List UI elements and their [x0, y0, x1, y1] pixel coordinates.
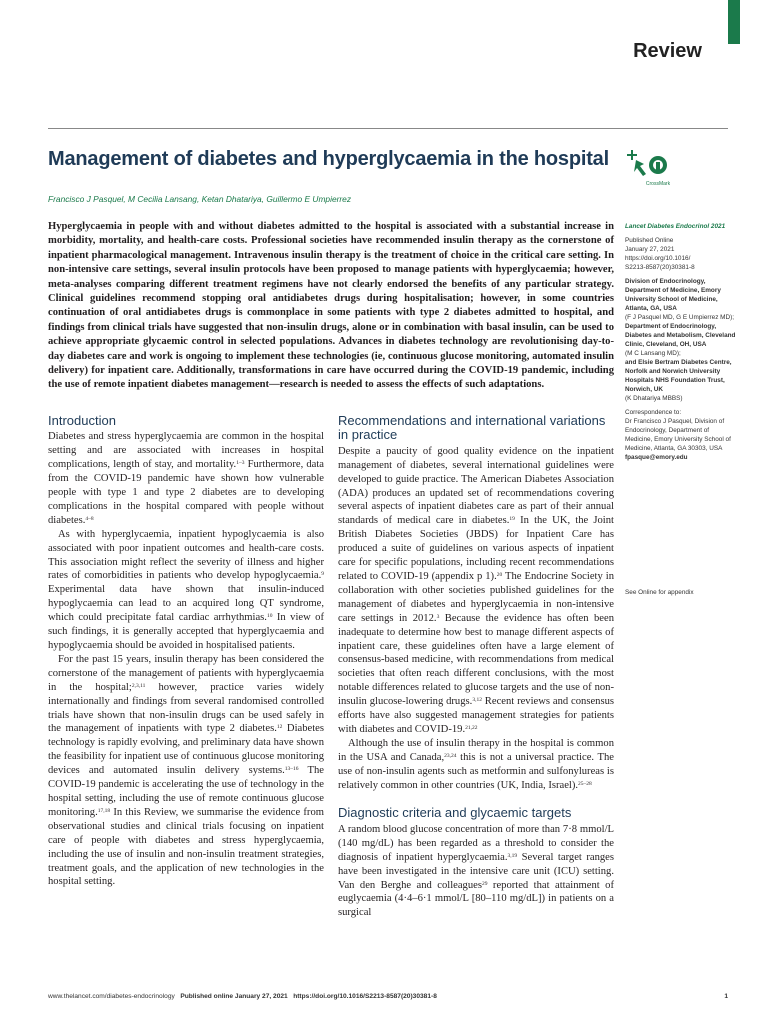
- citation: 2,3,11: [131, 682, 146, 689]
- footer-site[interactable]: www.thelancet.com/diabetes-endocrinology: [48, 993, 175, 1000]
- affiliation-3: and Elsie Bertram Diabetes Centre, Norfolk and Norwich University Hospitals NHS Foundation Trust, Norwich, UK: [625, 359, 732, 393]
- article-sidebar: [625, 222, 737, 462]
- affiliation-1-people: (F J Pasquel MD, G E Umpierrez MD);: [625, 314, 735, 321]
- page-footer: [48, 993, 437, 1000]
- footer-published: Published online January 27, 2021: [180, 993, 288, 1000]
- citation: 4–8: [85, 515, 94, 522]
- citation: 21,22: [465, 724, 478, 731]
- section-label: Review: [633, 40, 702, 62]
- citation: 1–3: [236, 460, 245, 467]
- introduction-heading: Introduction: [48, 413, 116, 428]
- citation: 19: [509, 516, 515, 523]
- citation: 3: [436, 613, 440, 620]
- doi-link-cont[interactable]: S2213-8587(20)30381-8: [625, 264, 695, 271]
- citation: 25–28: [578, 780, 592, 787]
- journal-color-bar: [728, 0, 740, 44]
- citation: 17,18: [97, 807, 111, 814]
- citation: 20: [496, 571, 503, 578]
- affiliation-2-people: (M C Lansang MD);: [625, 350, 681, 357]
- affiliation-2: Department of Endocrinology, Diabetes and Metabolism, Cleveland Clinic, Cleveland, OH, USA: [625, 323, 736, 348]
- article-title: Management of diabetes and hyperglycaemia in the hospital: [48, 148, 609, 170]
- affiliation-1: Division of Endocrinology, Department of Medicine, Emory University School of Medicine, Atlanta, GA, USA: [625, 278, 721, 312]
- journal-citation: Lancet Diabetes Endocrinol 2021: [625, 223, 726, 230]
- citation: 10: [266, 613, 273, 620]
- appendix-note[interactable]: See Online for appendix: [625, 589, 694, 596]
- intro-paragraph-3: For the past 15 years, insulin therapy has been considered the cornerstone of the management of patients with hyperglycaemia in the hospital;$^{2,3,11}$ however, practice varies widely internationally and findings from several randomised controlled trials have shown that non-insulin drugs can be used safely in the management of inpatients with type 2 diabetes.$^{12}$ Diabetes technology is rapidly evolving, and preliminary data have shown the feasibility for inpatient use of continuous glucose monitoring devices and automated insulin delivery systems.$^{13-16}$ The COVID-19 pandemic is accelerating the use of technology in the hospital setting, including the use of remote continuous glucose monitoring.$^{17,18}$ In this Review, we summarise the evidence from observational studies and clinical trials focusing on inpatient care of people with diabetes and stress hyperglycaemia, including the use of insulin and non-insulin treatment strategies, treatment goals, and the application of new technologies in the hospital setting.: [48, 653, 325, 888]
- column-right: [338, 414, 614, 920]
- page-number: 1: [724, 993, 728, 1000]
- footer-doi[interactable]: https://doi.org/10.1016/S2213-8587(20)30381-8: [293, 993, 437, 1000]
- affiliation-3-people: (K Dhatariya MBBS): [625, 395, 683, 402]
- doi-link[interactable]: https://doi.org/10.1016/: [625, 255, 691, 262]
- column-left: [48, 414, 324, 889]
- crossmark-icon[interactable]: [622, 148, 670, 188]
- recommendations-heading: Recommendations and international variations in practice: [338, 413, 606, 443]
- correspondence-label: Correspondence to:: [625, 409, 682, 416]
- crossmark-label: CrossMark: [645, 181, 670, 187]
- intro-paragraph-1: Diabetes and stress hyperglycaemia are common in the hospital setting and are associated with increases in hospital complications, length of stay, and mortality.$^{1-3}$ Furthermore, data from the COVID-19 pandemic have shown how vulnerable people with type 1 and type 2 diabetes are to developing complications in the hospital compared with people without diabetes.$^{4-8}$: [48, 431, 324, 526]
- citation: 13–16: [284, 766, 299, 773]
- author-list: Francisco J Pasquel, M Cecilia Lansang, Ketan Dhatariya, Guillermo E Umpierrez: [48, 194, 352, 204]
- citation: 12: [276, 724, 283, 731]
- abstract: Hyperglycaemia in people with and without diabetes admitted to the hospital is associated with a substantial increase in morbidity, mortality, and health-care costs. Professional societies have recommended insulin therapy as the cornerstone of inpatient pharmacological management. Intravenous insulin therapy is the treatment of choice in the critical care setting. In non-intensive care settings, several insulin protocols have been proposed to manage patients with hyperglycaemia; however, meta-analyses comparing different treatment regimens have not clearly endorsed the benefits of any particular strategy. Clinical guidelines recommend stopping oral antidiabetes drugs during hospitalisation; however, in some countries continuation of oral antidiabetes drugs is commonplace in some patients with type 2 diabetes admitted to hospital, and findings from clinical trials have suggested that non-insulin drugs, alone or in combination with basal insulin, can be used to achieve appropriate glycaemic control in selected populations. Advances in diabetes technology are revolutionising day-to-day diabetes care and work is ongoing to implement these technologies (ie, continuous glucose monitoring, automated insulin delivery) for inpatient care. Additionally, transformations in care have occurred during the COVID-19 pandemic, including the use of remote inpatient diabetes management—research is needed to assess the effects of such adaptations.: [48, 221, 614, 391]
- published-date: January 27, 2021: [625, 246, 675, 253]
- diagnostic-heading: Diagnostic criteria and glycaemic targets: [338, 805, 572, 821]
- citation: 23,24: [444, 752, 457, 759]
- citation: 3,19: [507, 852, 518, 859]
- intro-paragraph-2: As with hyperglycaemia, inpatient hypoglycaemia is also associated with poor inpatient outcomes and health-care costs. This association might reflect the severity of illness and higher rates of comorbidities in patients who develop hypoglycaemia.$^9$ Experimental data have shown that insulin-induced hypoglycaemia can lead to an acquired long QT syndrome, which could precipitate fatal cardiac arrhythmias.$^{10}$ In view of such findings, it is generally accepted that hyperglycaemia and hypoglycaemia should be avoided in hospitalised patients.: [48, 528, 325, 651]
- published-online-label: Published Online: [625, 237, 674, 244]
- recommendations-paragraph-2: Although the use of insulin therapy in the hospital is common in the USA and Canada,$^{23,24}$ this is not a universal practice. The use of non-insulin agents such as metformin and sulfonylureas is relatively common in other countries (UK, India, Israel).$^{25-28}$: [338, 737, 614, 791]
- citation: 9: [321, 571, 324, 578]
- citation: 29: [481, 880, 488, 887]
- recommendations-paragraph-1: Despite a paucity of good quality evidence on the inpatient management of diabetes, several international guidelines were developed to guide practice. The American Diabetes Association (ADA) produces an updated set of recommendations covering several aspects of inpatient diabetes care as part of their annual standards of medical care in diabetes.$^{19}$ In the UK, the Joint British Diabetes Societies (JBDS) for Inpatient Care has produced a suite of guidelines on various aspects of inpatient care for specific populations, including recent recommendations related to COVID-19 (appendix p 1).$^{20}$ The Endocrine Society in collaboration with other societies published guidelines for the management of diabetes and hyperglycaemia in non-intensive care settings in 2012.$^3$ Because the evidence has often been inadequate to determine how best to manage different aspects of inpatient care, these guidelines often have a large element of consensus-based medicine, with recommendations from medical societies that often reach different conclusions, with the most notable differences related to glucose targets and the use of non-insulin glucose-lowering drugs.$^{3,12}$ Recent reviews and consensus efforts have also suggested management strategies for patients with diabetes and COVID-19.$^{21,22}$: [338, 445, 615, 735]
- header-rule: [48, 128, 728, 129]
- correspondence-email[interactable]: fpasque@emory.edu: [625, 454, 688, 461]
- correspondence-address: Dr Francisco J Pasquel, Division of Endocrinology, Department of Medicine, Emory University School of Medicine, Atlanta, GA 30303, USA: [625, 418, 731, 452]
- diagnostic-paragraph-1: A random blood glucose concentration of more than 7·8 mmol/L (140 mg/dL) has been regarded as a threshold to consider the diagnosis of inpatient hyperglycaemia.$^{3,19}$ Several target ranges have been investigated in the intensive care unit (ICU) setting. Van den Berghe and colleagues$^{29}$ reported that attainment of euglycaemia (4·4–6·1 mmol/L [80–110 mg/dL]) in patients on a surgical: [338, 823, 614, 919]
- citation: 3,12: [472, 697, 482, 704]
